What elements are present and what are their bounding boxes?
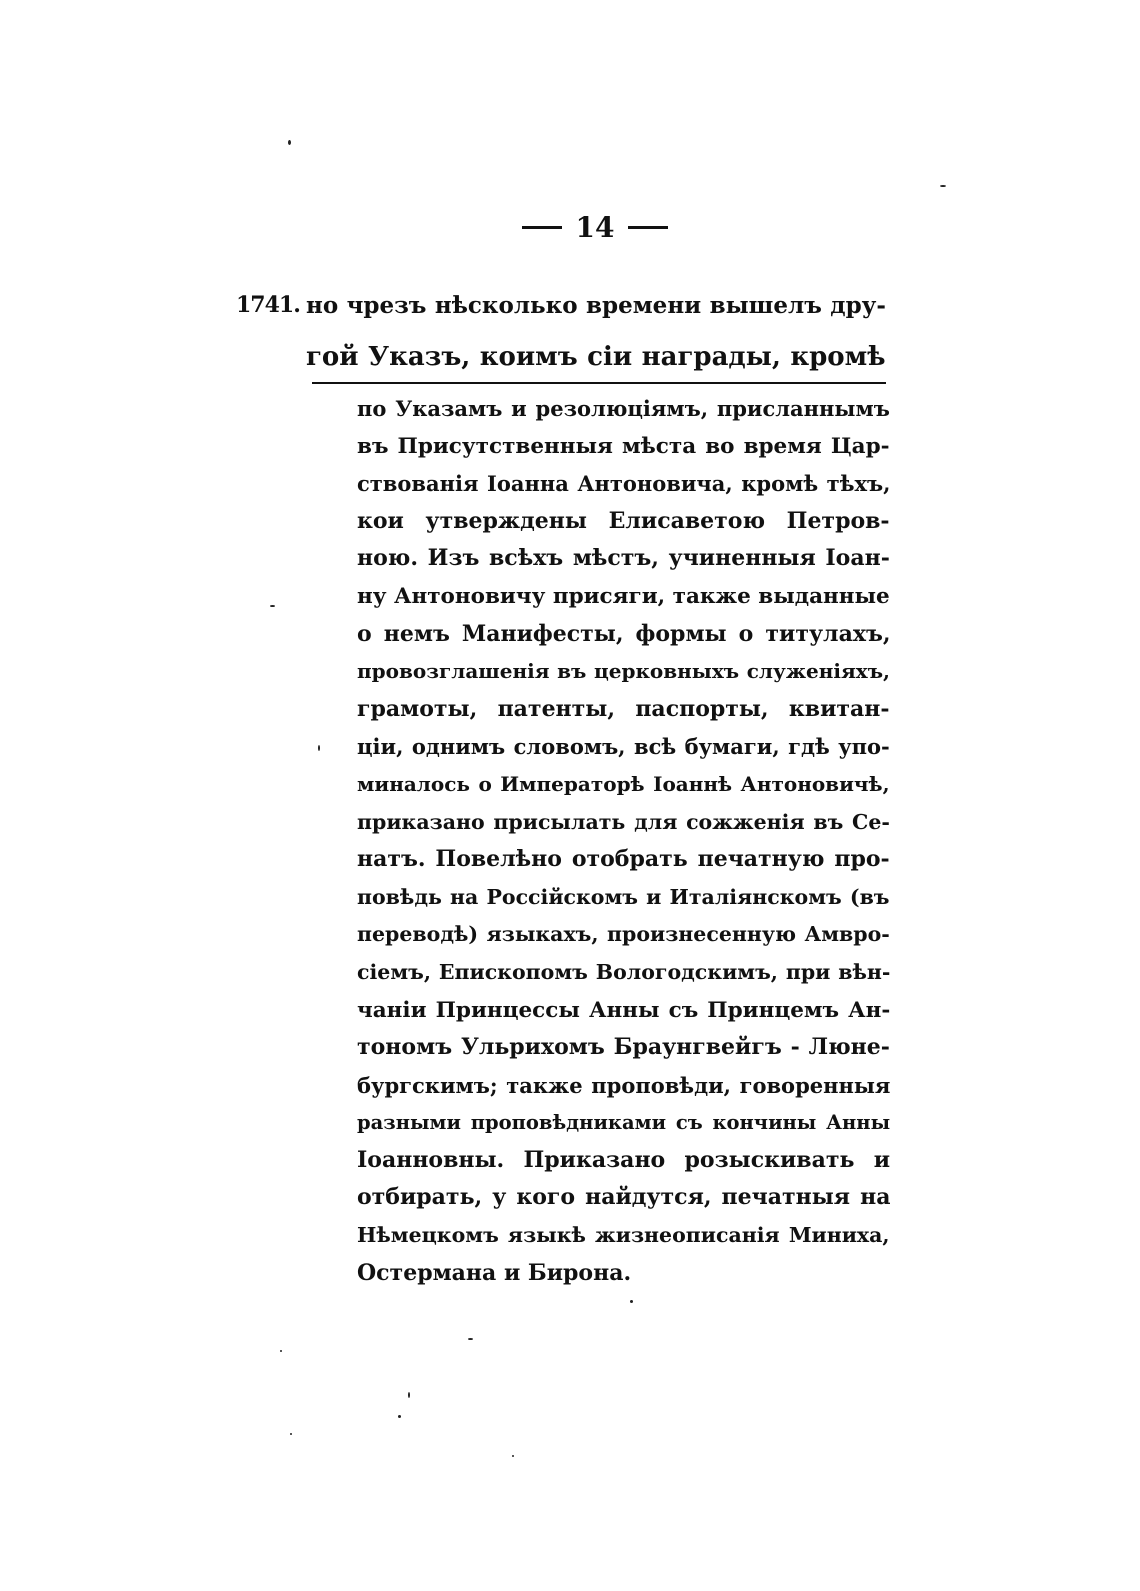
page-header [520, 210, 670, 244]
footnote-line [357, 916, 890, 954]
footnote-line [357, 691, 890, 729]
footnote-line [357, 540, 890, 578]
footnote-line-text: разными проповѣдниками съ кончины Анны [357, 1111, 891, 1135]
footnote-line [357, 1142, 890, 1180]
footnote-line-text: переводѣ) языкахъ, произнесенную Амвро- [357, 922, 890, 947]
footnote-line-text: ною. Изъ всѣхъ мѣстъ, учиненныя Іоан- [357, 545, 890, 572]
scan-speck [630, 1300, 633, 1303]
scan-speck [468, 1338, 473, 1340]
footnote-line [357, 428, 890, 466]
footnote-line [357, 1217, 890, 1255]
footnote-line-text: повѣдь на Россійскомъ и Италіянскомъ (въ [357, 884, 890, 909]
footnote-line [357, 1067, 890, 1105]
footnote-line [357, 465, 890, 503]
main-text-line-2 [306, 337, 886, 377]
scan-speck [940, 185, 946, 187]
footnote-line [357, 503, 890, 541]
footnote-line [357, 804, 890, 842]
scan-speck [280, 1350, 282, 1352]
scan-speck [288, 140, 291, 145]
footnote-line [357, 390, 890, 428]
scan-speck [290, 1433, 292, 1435]
footnote-line-text: сіемъ, Епископомъ Вологодскимъ, при вѣн- [357, 959, 891, 984]
footnote-line [357, 1029, 890, 1067]
footnote-line [357, 653, 890, 691]
header-dash-left [522, 226, 562, 229]
scan-speck [398, 1415, 401, 1418]
footnote-line-text: чаніи Принцессы Анны съ Принцемъ Ан- [357, 997, 891, 1023]
scan-speck [270, 605, 275, 607]
scan-speck [318, 745, 320, 751]
main-text-line-1 [306, 286, 886, 326]
footnote [357, 390, 890, 1292]
scan-speck [512, 1455, 514, 1457]
footnote-line [357, 1179, 890, 1217]
footnote-line-text: тономъ Ульрихомъ Браунгвейгъ - Люне- [357, 1034, 890, 1061]
footnote-line-text: отбирать, у кого найдутся, печатныя на [357, 1184, 891, 1211]
footnote-line [357, 766, 890, 804]
footnote-line [357, 841, 890, 879]
footnote-line-text: въ Присутственныя мѣста во время Цар- [357, 433, 890, 459]
footnote-rule [312, 382, 886, 384]
footnote-line-text: Нѣмецкомъ языкѣ жизнеописанія Миниха, [357, 1223, 890, 1248]
footnote-line [357, 1104, 890, 1142]
footnote-line-text: ствованія Іоанна Антоновича, кромѣ тѣхъ, [357, 471, 891, 497]
footnote-line-text: миналось о Императорѣ Іоаннѣ Антоновичѣ, [357, 771, 890, 796]
footnote-line-text: кои утверждены Елисаветою Петров- [357, 507, 890, 534]
footnote-line-text: грамоты, патенты, паспорты, квитан- [357, 695, 890, 722]
footnote-line-text: приказано присылать для сожженія въ Се- [357, 809, 890, 834]
header-dash-right [628, 226, 668, 229]
footnote-line-text: по Указамъ и резолюціямъ, присланнымъ [357, 396, 890, 421]
footnote-line-text: Остермана и Бирона. [357, 1259, 632, 1286]
scan-speck [408, 1392, 410, 1398]
footnote-line [357, 728, 890, 766]
page-number: 14 [575, 210, 615, 244]
footnote-line-text: ну Антоновичу присяги, также выданные [357, 583, 890, 609]
main-text: гой Указъ, коимъ сіи награды, кромѣ [306, 342, 886, 372]
footnote-line-text: бургскимъ; также проповѣди, говоренныя [357, 1072, 891, 1098]
footnote-line [357, 992, 890, 1030]
footnote-line-text: натъ. Повелѣно отобрать печатную про- [357, 846, 890, 873]
footnote-line-text: провозглашенія въ церковныхъ служеніяхъ, [357, 659, 890, 684]
footnote-line-text: о немъ Манифесты, формы о титулахъ, [357, 620, 891, 647]
main-text: но чрезъ нѣсколько времени вышелъ дру- [306, 292, 886, 319]
margin-year: 1741. [236, 292, 300, 318]
footnote-line [357, 879, 890, 917]
footnote-line [357, 954, 890, 992]
footnote-line [357, 616, 890, 654]
footnote-line [357, 578, 890, 616]
footnote-line [357, 1255, 890, 1293]
footnote-line-text: ціи, однимъ словомъ, всѣ бумаги, гдѣ упо- [357, 734, 890, 760]
footnote-line-text: Іоанновны. Приказано розыскивать и [357, 1146, 891, 1173]
